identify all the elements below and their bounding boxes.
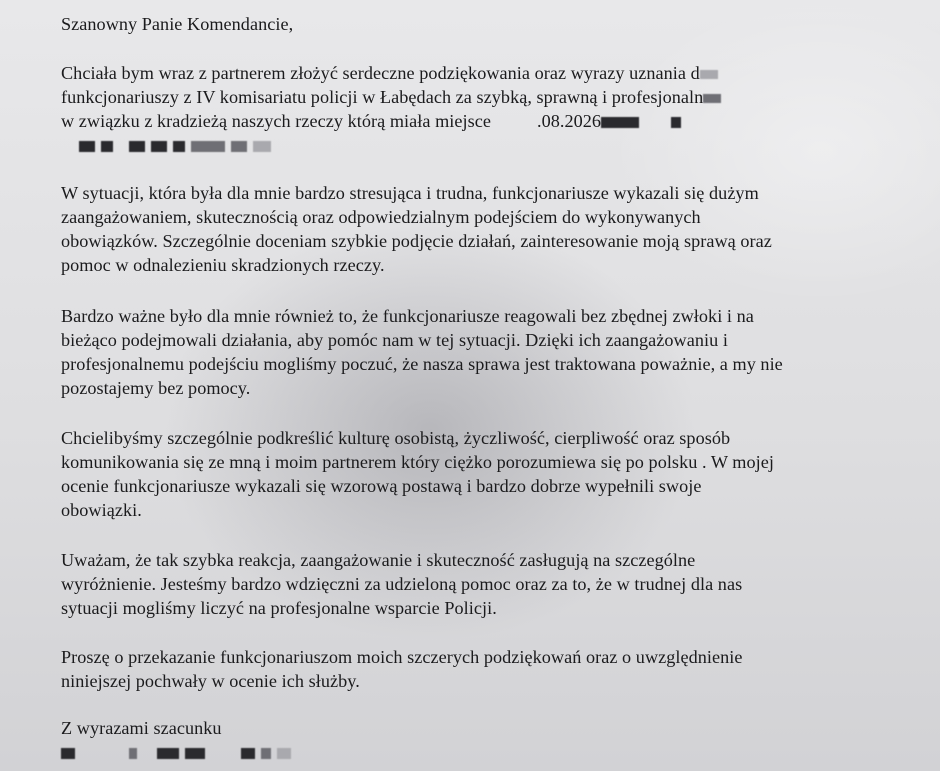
redaction-mark <box>191 141 225 152</box>
paragraph-5 <box>61 548 921 620</box>
p6-l2-text: niniejszej pochwały w ocenie ich służby. <box>61 671 360 691</box>
letter-salutation <box>61 12 921 36</box>
salutation-text: Szanowny Panie Komendancie, <box>61 14 294 34</box>
paragraph-1-line-1 <box>61 61 921 85</box>
redaction-mark <box>129 141 145 152</box>
p4-l1-text: Chcielibyśmy szczególnie podkreślić kulturę osobistą, życzliwość, cierpliwość oraz sposób <box>61 428 731 448</box>
paragraph-4 <box>61 426 921 522</box>
p5-l1-text: Uważam, że tak szybka reakcja, zaangażowanie i skuteczność zasługują na szczególne <box>61 550 696 570</box>
paragraph-2 <box>61 181 921 277</box>
p1-date-text: .08.2026 <box>536 111 602 131</box>
redaction-mark <box>261 748 271 759</box>
p3-l2-text: bieżąco podejmowali działania, aby pomóc nam w tej sytuacji. Dzięki ich zaangażowaniu i <box>61 330 728 350</box>
paragraph-1 <box>61 61 921 157</box>
p2-l2-text: zaangażowaniem, skutecznością oraz odpowiedzialnym podejściem do wykonywanych <box>61 207 701 227</box>
redaction-mark <box>231 141 247 152</box>
p2-l4-text: pomoc w odnalezieniu skradzionych rzeczy. <box>61 255 385 275</box>
paragraph-1-line-3 <box>61 109 921 133</box>
redaction-mark <box>700 70 718 79</box>
p1-l1-text: Chciała bym wraz z partnerem złożyć serdeczne podziękowania oraz wyrazy uznania d <box>61 63 700 83</box>
p2-l1-text: W sytuacji, która była dla mnie bardzo stresująca i trudna, funkcjonariusze wykazali się dużym <box>61 183 759 203</box>
redaction-mark <box>703 94 721 103</box>
closing-text: Z wyrazami szacunku <box>61 718 222 738</box>
p1-l2-text: funkcjonariuszy z IV komisariatu policji w Łabędach za szybką, sprawną i profesjonaln <box>61 87 704 107</box>
redaction-mark <box>101 141 113 152</box>
p6-l1-text: Proszę o przekazanie funkcjonariuszom moich szczerych podziękowań oraz o uwzględnienie <box>61 647 743 667</box>
redaction-mark <box>129 748 137 759</box>
paragraph-6 <box>61 645 921 693</box>
p5-l2-text: wyróżnienie. Jesteśmy bardzo wdzięczni za udzieloną pomoc oraz za to, że w trudnej dla nas <box>61 574 743 594</box>
redaction-mark <box>79 141 95 152</box>
signature-redacted <box>61 740 921 764</box>
redaction-mark <box>173 141 185 152</box>
redaction-mark <box>151 141 167 152</box>
letter-closing <box>61 716 921 764</box>
p4-l3-text: ocenie funkcjonariusze wykazali się wzorową postawą i bardzo dobrze wypełnili swoje <box>61 476 702 496</box>
redaction-mark <box>277 748 291 759</box>
paragraph-3 <box>61 304 921 400</box>
redaction-mark <box>253 141 271 152</box>
redaction-mark <box>61 748 75 759</box>
redaction-mark <box>601 117 639 128</box>
redaction-mark <box>671 117 681 128</box>
p3-l3-text: profesjonalnemu podejściu mogliśmy poczuć, że nasza sprawa jest traktowana poważnie, a my nie <box>61 354 783 374</box>
paragraph-1-line-4-redacted <box>61 133 921 157</box>
paragraph-1-line-2 <box>61 85 921 109</box>
p3-l4-text: pozostajemy bez pomocy. <box>61 378 251 398</box>
p4-l4-text: obowiązki. <box>61 500 142 520</box>
p5-l3-text: sytuacji mogliśmy liczyć na profesjonalne wsparcie Policji. <box>61 598 497 618</box>
redaction-mark <box>185 748 205 759</box>
p1-l3-text: w związku z kradzieżą naszych rzeczy którą miała miejsce <box>61 111 491 131</box>
p2-l3-text: obowiązków. Szczególnie doceniam szybkie podjęcie działań, zainteresowanie moją sprawą oraz <box>61 231 772 251</box>
p4-l2-text: komunikowania się ze mną i moim partnerem który ciężko porozumiewa się po polsku . W mojej <box>61 452 774 472</box>
redaction-mark <box>241 748 255 759</box>
p3-l1-text: Bardzo ważne było dla mnie również to, że funkcjonariusze reagowali bez zbędnej zwłoki i na <box>61 306 754 326</box>
redaction-mark <box>157 748 179 759</box>
